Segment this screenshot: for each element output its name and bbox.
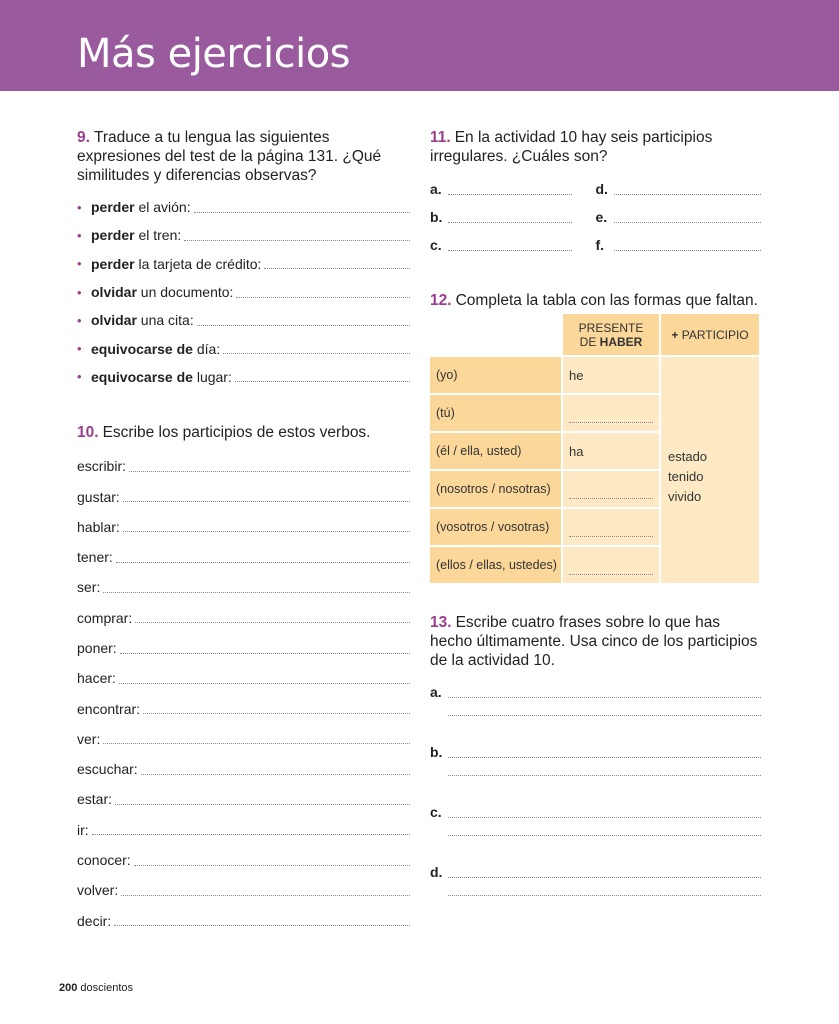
exercise-13-text: Escribe cuatro frases sobre lo que has hecho últimamente. Usa cinco de los participios de la actividad 10. (430, 614, 758, 669)
verb-label: hablar: (77, 518, 120, 535)
verb-row (77, 815, 410, 845)
table-corner (430, 314, 561, 355)
header-plus: + (671, 327, 682, 342)
verb-label: conocer: (77, 852, 131, 869)
verb-row (77, 572, 410, 602)
answer-row (430, 175, 596, 203)
exercise-11-instruction (430, 128, 761, 166)
exercise-9-instruction (77, 128, 410, 185)
answer-letter: b. (430, 744, 443, 760)
answer-line[interactable] (448, 747, 761, 758)
expression-verb: perder (91, 255, 135, 272)
sentence-block (430, 679, 761, 731)
expression-verb: olvidar (91, 284, 137, 301)
bullet-icon: • (77, 227, 82, 243)
answer-letter: b. (430, 209, 443, 225)
answer-line[interactable] (448, 765, 761, 776)
participle-item: tenido (668, 469, 704, 484)
pronoun-cell: (él / ella, usted) (430, 433, 561, 469)
answer-line[interactable] (448, 212, 572, 223)
answer-line[interactable] (115, 794, 410, 805)
answer-line[interactable] (92, 824, 410, 835)
exercise-10-instruction (77, 423, 410, 442)
expression-verb: perder (91, 227, 135, 244)
pronoun-cell: (nosotros / nosotras) (430, 471, 561, 507)
answer-row (596, 231, 762, 259)
answer-line[interactable] (116, 552, 410, 563)
pronoun-cell: (tú) (430, 395, 561, 431)
answer-line[interactable] (103, 582, 410, 593)
answer-line[interactable] (235, 371, 410, 382)
verb-row (77, 481, 410, 511)
answer-row (430, 231, 596, 259)
page-number-word: doscientos (80, 982, 134, 994)
answer-letter: d. (595, 181, 608, 197)
answer-line[interactable] (448, 687, 761, 698)
answer-line[interactable] (184, 230, 410, 241)
answer-line[interactable] (448, 184, 572, 195)
bullet-icon: • (77, 256, 82, 272)
answer-letter: d. (430, 864, 443, 880)
exercise-9-list (77, 193, 410, 391)
expression-rest: lugar: (192, 368, 232, 385)
sentence-block (430, 739, 761, 791)
verb-label: escribir: (77, 458, 127, 475)
exercise-10-list (77, 451, 410, 936)
pronoun-cell: (yo) (430, 357, 561, 393)
answer-line[interactable] (123, 491, 410, 502)
table-header-row (430, 314, 759, 355)
exercise-11-answers (430, 175, 761, 259)
pronoun-cell: (ellos / ellas, ustedes) (430, 547, 561, 583)
expression-rest: el avión: (134, 199, 191, 216)
answer-line[interactable] (448, 885, 761, 896)
answer-line[interactable] (129, 461, 410, 472)
verb-label: estar: (77, 791, 113, 808)
exercise-11-number: 11. (430, 129, 451, 146)
answer-line[interactable] (614, 184, 762, 195)
answer-letter: c. (430, 804, 442, 820)
bullet-icon: • (77, 312, 82, 328)
list-item (77, 221, 410, 249)
verb-row (77, 724, 410, 754)
expression-verb: equivocarse de (91, 368, 193, 385)
answer-line[interactable] (114, 915, 410, 926)
answer-line[interactable] (121, 885, 410, 896)
expression-verb: equivocarse de (91, 340, 193, 357)
answer-line[interactable] (569, 498, 653, 499)
verb-label: ver: (77, 730, 101, 747)
answer-letter: c. (430, 237, 442, 253)
left-column (77, 128, 410, 936)
verb-label: volver: (77, 882, 119, 899)
exercise-10-text: Escribe los participios de estos verbos. (102, 424, 371, 442)
form-cell[interactable] (563, 471, 659, 507)
exercise-13-instruction (430, 613, 761, 670)
verb-row (77, 754, 410, 784)
verb-row (77, 633, 410, 663)
bullet-icon: • (77, 341, 82, 357)
answer-line[interactable] (614, 240, 762, 251)
verb-row (77, 906, 410, 936)
exercise-12-instruction (430, 291, 761, 310)
participle-item: vivido (668, 489, 702, 504)
verb-label: ir: (77, 821, 89, 838)
page-header (0, 0, 839, 91)
answer-line[interactable] (264, 258, 410, 269)
conjugation-table (428, 312, 761, 585)
form-cell: ha (563, 433, 659, 469)
verb-label: tener: (77, 549, 113, 566)
list-item (77, 250, 410, 278)
verb-label: decir: (77, 912, 112, 929)
answer-line[interactable] (448, 825, 761, 836)
participle-cell (661, 357, 759, 583)
list-item (77, 278, 410, 306)
list-item (77, 306, 410, 334)
exercise-9-number: 9. (77, 129, 90, 146)
answer-line[interactable] (236, 287, 410, 298)
verb-row (77, 512, 410, 542)
answer-line[interactable] (141, 764, 410, 775)
list-item (77, 363, 410, 391)
expression-verb: olvidar (91, 312, 137, 329)
page-footer (59, 982, 133, 994)
verb-row (77, 663, 410, 693)
list-item (77, 193, 410, 221)
verb-row (77, 693, 410, 723)
verb-row (77, 603, 410, 633)
page-number: 200 (59, 982, 78, 994)
answer-line[interactable] (569, 422, 653, 423)
expression-rest: una cita: (136, 312, 194, 329)
answer-line[interactable] (614, 212, 762, 223)
exercise-13-answers (430, 679, 761, 911)
answer-line[interactable] (143, 703, 410, 714)
answer-line[interactable] (194, 202, 410, 213)
exercise-13-number: 13. (430, 614, 452, 631)
exercise-12-text: Completa la tabla con las formas que faltan. (455, 292, 758, 309)
answer-line[interactable] (448, 867, 761, 878)
verb-row (77, 784, 410, 814)
expression-rest: un documento: (136, 284, 234, 301)
answer-line[interactable] (569, 574, 653, 575)
verb-row (77, 845, 410, 875)
form-cell[interactable] (563, 395, 659, 431)
header-presente: PRESENTE (578, 320, 644, 335)
answer-line[interactable] (134, 855, 410, 866)
header-presente-haber (563, 314, 659, 355)
answer-line[interactable] (120, 643, 410, 654)
verb-label: poner: (77, 640, 117, 656)
form-cell[interactable] (563, 547, 659, 583)
table-row (430, 357, 759, 393)
bullet-icon: • (77, 199, 82, 215)
answer-line[interactable] (135, 612, 410, 623)
answer-line[interactable] (123, 521, 410, 532)
verb-row (77, 451, 410, 481)
form-cell[interactable] (563, 509, 659, 545)
answer-line[interactable] (119, 673, 410, 684)
answer-letter: a. (430, 181, 442, 197)
verb-label: encontrar: (77, 700, 141, 717)
answer-line[interactable] (223, 343, 410, 354)
expression-rest: día: (192, 340, 221, 357)
verb-label: escuchar: (77, 761, 138, 778)
bullet-icon: • (77, 284, 82, 300)
answer-letter: f. (595, 237, 605, 253)
verb-label: gustar: (77, 488, 120, 505)
expression-rest: el tren: (134, 227, 182, 244)
answer-line[interactable] (448, 705, 761, 716)
answer-line[interactable] (103, 733, 410, 744)
expression-verb: perder (91, 199, 135, 216)
expression-rest: la tarjeta de crédito: (134, 255, 262, 272)
header-participio (661, 314, 759, 355)
exercise-10-number: 10. (77, 424, 99, 442)
answer-letter: e. (595, 209, 608, 225)
answer-line[interactable] (197, 315, 410, 326)
answer-row (596, 203, 762, 231)
participle-item: estado (668, 449, 708, 464)
header-de: DE (579, 334, 600, 349)
form-cell: he (563, 357, 659, 393)
answer-line[interactable] (448, 807, 761, 818)
exercise-12-number: 12. (430, 292, 452, 309)
answer-letter: a. (430, 684, 442, 700)
verb-row (77, 542, 410, 572)
bullet-icon: • (77, 369, 82, 385)
sentence-block (430, 859, 761, 911)
verb-label: hacer: (77, 670, 116, 687)
list-item (77, 334, 410, 362)
verb-label: comprar: (77, 609, 133, 626)
answer-line[interactable] (569, 536, 653, 537)
verb-row (77, 875, 410, 905)
header-haber: HABER (599, 334, 643, 349)
verb-label: ser: (77, 579, 101, 596)
answer-line[interactable] (448, 240, 572, 251)
header-participio-label: PARTICIPIO (681, 327, 749, 342)
pronoun-cell: (vosotros / vosotras) (430, 509, 561, 545)
sentence-block (430, 799, 761, 851)
exercise-11-text: En la actividad 10 hay seis participios irregulares. ¿Cuáles son? (430, 129, 713, 165)
right-column (430, 128, 761, 919)
answer-row (430, 203, 596, 231)
exercise-9-text: Traduce a tu lengua las siguientes expresiones del test de la página 131. ¿Qué similitudes y diferencias observas? (77, 129, 382, 184)
answer-row (596, 175, 762, 203)
page-title: Más ejercicios (77, 31, 350, 77)
